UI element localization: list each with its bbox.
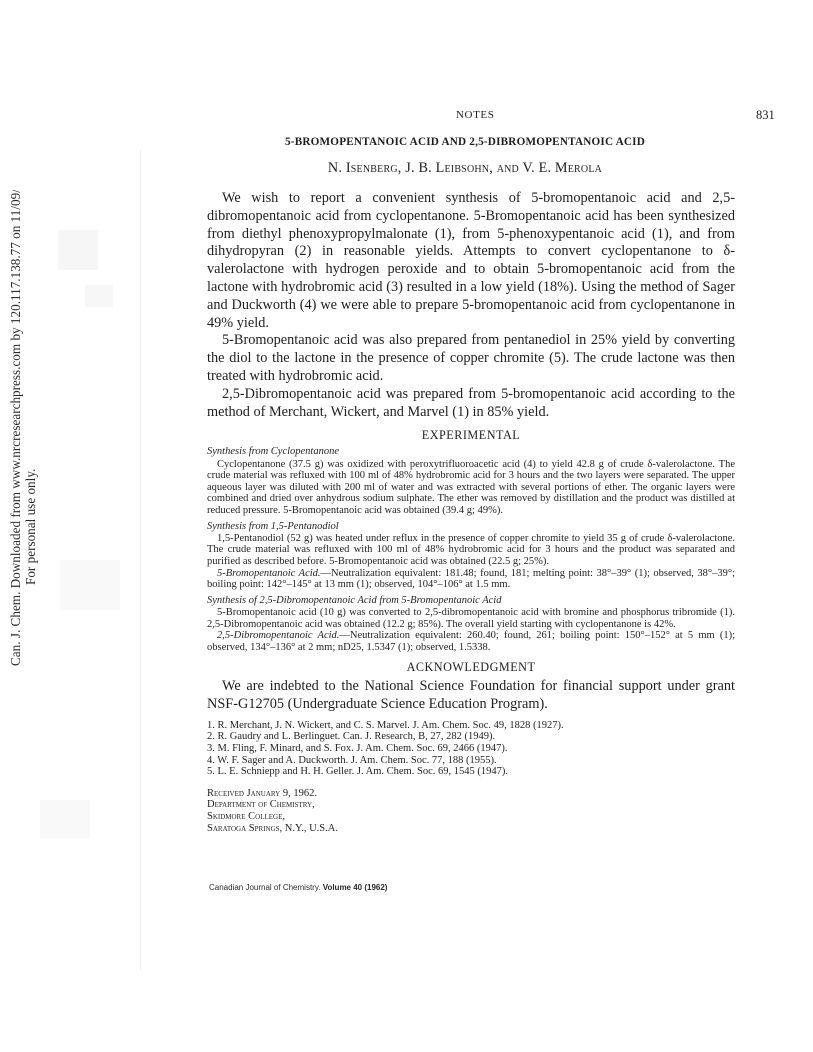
- watermark-line-2: For personal use only.: [23, 468, 38, 585]
- reference-item: 2. R. Gaudry and L. Berlinguet. Can. J. Research, B, 27, 282 (1949).: [207, 731, 496, 743]
- scan-artifact: [85, 285, 113, 307]
- article-body: [207, 190, 735, 834]
- intro-paragraph: We wish to report a convenient synthesis of 5-bromopentanoic acid and 2,5-dibromopentanoic acid from cyclopentanone. 5-Bromopentanoic acid has been synthesized from diethyl phenoxypropylmalonate (1), from 5-phenoxypentanoic acid (1), and from dihydropyran (2) in reasonable yields. Attempts to convert cyclopentanone to δ-valerolactone with hydrogen peroxide and to obtain 5-bromopentanoic acid from the lactone with hydrobromic acid (3) resulted in a low yield (18%). Using the method of Sager and Duckworth (4) we were able to prepare 5-bromopentanoic acid from cyclopentanone in 49% yield.: [207, 190, 735, 331]
- author-list: N. Isenberg, J. B. Leibsohn, and V. E. Merola: [327, 160, 603, 176]
- characterization-note: [207, 568, 735, 591]
- affiliation-department: Department of Chemistry,: [207, 799, 315, 811]
- scan-artifact: [60, 560, 120, 610]
- reference-item: 4. W. F. Sager and A. Duckworth. J. Am. Chem. Soc. 77, 188 (1955).: [207, 754, 497, 766]
- page-number: 831: [756, 108, 775, 122]
- characterization-data: —Neutralization equivalent: 181.48; found, 181; melting point: 38°–39° (1); observed, 38°–39°; boiling point: 142°–145° at 13 mm (1); observed, 104°–106° at 1.5 mm.: [207, 567, 735, 591]
- affiliation-location: Saratoga Springs, N.Y., U.S.A.: [207, 822, 338, 834]
- reference-item: 3. M. Fling, F. Minard, and S. Fox. J. Am. Chem. Soc. 69, 2466 (1947).: [207, 743, 508, 755]
- scan-artifact: [40, 800, 90, 838]
- affiliation-college: Skidmore College,: [207, 811, 285, 823]
- intro-paragraph: 2,5-Dibromopentanoic acid was prepared from 5-bromopentanoic acid according to the method of Merchant, Wickert, and Marvel (1) in 85% yield.: [207, 385, 735, 420]
- subsection-title: Synthesis from 1,5-Pentanodiol: [207, 520, 339, 532]
- subsection-title: Synthesis from Cyclopentanone: [207, 446, 340, 458]
- compound-label: 5-Bromopentanoic Acid.: [217, 567, 321, 579]
- experimental-heading: EXPERIMENTAL: [421, 428, 521, 443]
- scan-artifact: [58, 230, 98, 270]
- compound-label: 2,5-Dibromopentanoic Acid.: [217, 630, 340, 642]
- subsection-title: Synthesis of 2,5-Dibromopentanoic Acid from 5-Bromopentanoic Acid: [207, 594, 502, 606]
- reference-list: [207, 720, 735, 778]
- intro-paragraph: 5-Bromopentanoic acid was also prepared from pentanediol in 25% yield by converting the diol to the lactone in the presence of copper chromite (5). The crude lactone was then treated with hydrobromic acid.: [207, 332, 735, 384]
- scan-gutter-line: [140, 150, 141, 970]
- journal-volume: Volume 40 (1962): [322, 883, 388, 892]
- watermark-line-1: Can. J. Chem. Downloaded from www.nrcresearchpress.com by 120.117.138.77 on 11/09/14: [8, 190, 23, 666]
- procedure-text: 1,5-Pentanodiol (52 g) was heated under reflux in the presence of copper chromite to yield 35 g of crude δ-valerolactone. The crude material was refluxed with 100 ml of 48% hydrobromic acid for 3 hours and the product was separated and purified as described before. 5-Bromopentanoic acid was obtained (22.5 g; 25%).: [207, 532, 735, 567]
- running-header: NOTES: [456, 109, 495, 121]
- procedure-text: 5-Bromopentanoic acid (10 g) was converted to 2,5-dibromopentanoic acid with bromine and phosphorus tribromide (1). 2,5-Dibromopentanoic acid was obtained (12.2 g; 85%). The overall yield starting with cyclopentanone is 42%.: [207, 606, 735, 630]
- received-block: [207, 788, 735, 834]
- download-watermark: [6, 190, 40, 670]
- reference-item: 1. R. Merchant, J. N. Wickert, and C. S. Marvel. J. Am. Chem. Soc. 49, 1828 (1927).: [207, 719, 564, 731]
- journal-footer: [209, 883, 387, 892]
- received-date: Received January 9, 1962.: [207, 787, 317, 799]
- journal-name: Canadian Journal of Chemistry.: [209, 883, 321, 892]
- characterization-note: [207, 630, 735, 653]
- reference-item: 5. L. E. Schniepp and H. H. Geller. J. Am. Chem. Soc. 69, 1545 (1947).: [207, 766, 508, 778]
- article-title: 5-BROMOPENTANOIC ACID AND 2,5-DIBROMOPENTANOIC ACID: [284, 136, 646, 148]
- procedure-text: Cyclopentanone (37.5 g) was oxidized with peroxytrifluoroacetic acid (4) to yield 42.8 g of crude δ-valerolactone. The crude material was refluxed with 100 ml of 48% hydrobromic acid for 3 hours and the two layers were separated. The upper aqueous layer was diluted with 200 ml of water and was extracted with several portions of ether. The organic layers were combined and dried over anhydrous sodium sulphate. The ether was removed by distillation and the product was distilled at reduced pressure. 5-Bromopentanoic acid was obtained (39.4 g; 49%).: [207, 458, 735, 516]
- acknowledgment-text: We are indebted to the National Science Foundation for financial support under grant NSF-G12705 (Undergraduate Science Education Program).: [207, 678, 735, 713]
- characterization-data: —Neutralization equivalent: 260.40; found, 261; boiling point: 150°–152° at 5 mm (1); observed, 134°–136° at 2 mm; nD25, 1.5347 (1); observed, 1.5338.: [207, 630, 735, 653]
- acknowledgment-heading: ACKNOWLEDGMENT: [406, 660, 536, 675]
